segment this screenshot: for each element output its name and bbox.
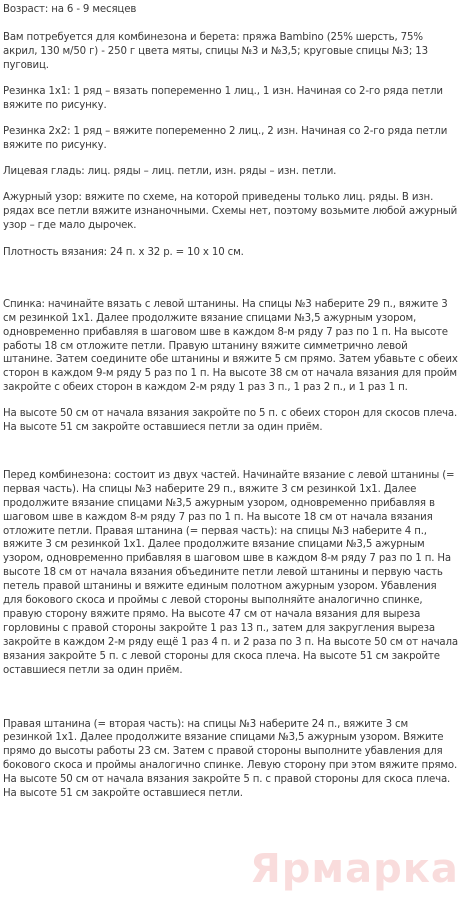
back-paragraph: Спинка: начинайте вязать с левой штанины. На спицы №3 наберите 29 п., вяжите 3 см резинкой 1x1. Далее продолжите вязание спицами №3,5 ажурным узором, одновременно прибавляя в шаговом шве в каждом 8-м ряду 7 раз по 1 п. На высоте работы 18 см отложите петли. Правую штанину вяжите симметрично левой штанине. Затем соедините обе штанины и вяжите 5 см прямо. Затем убавьте с обеих сторон в каждом 9-м ряду 5 раз по 1 п. На высоте 38 см от начала вязания для пройм закройте с обеих сторон в каждом 2-м ряду 1 раз 3 п., 1 раз 2 п., и 1 раз 1 п. [3,298,458,394]
stockinette-paragraph: Лицевая гладь: лиц. ряды – лиц. петли, изн. ряды – изн. петли. [3,166,337,178]
right-leg-paragraph: Правая штанина (= вторая часть): на спицы №3 наберите 24 п., вяжите 3 см резинкой 1x1. Далее продолжите вязание спицами №3,5 ажурным узором. Вяжите прямо до высоты работы 23 см. Затем с правой стороны выполните убавления для бокового скоса и проймы аналогично спинке. Левую сторону при этом вяжите прямо. На высоте 50 см от начала вязания закройте 5 п. с правой стороны для скоса плеча. На высоте 51 см закройте оставшиеся петли. [3,718,458,800]
watermark-logo: Ярмарка [250,846,459,892]
materials-paragraph: Вам потребуется для комбинезона и берета: пряжа Bambino (25% шерсть, 75% акрил, 130 м/50 г) - 250 г цвета мяты, спицы №3 и №3,5; круговые спицы №3; 13 пуговиц. [3,31,428,71]
rib-2x2-paragraph: Резинка 2x2: 1 ряд – вяжите попеременно 2 лиц., 2 изн. Начиная со 2-го ряда петли вяжите по рисунку. [3,126,448,152]
gauge-paragraph: Плотность вязания: 24 п. х 32 р. = 10 х 10 см. [3,246,244,258]
back-shoulders-paragraph: На высоте 50 см от начала вязания закройте по 5 п. с обеих сторон для скосов плеча. На высоте 51 см закройте оставшиеся петли за один приём. [3,408,458,434]
openwork-paragraph: Ажурный узор: вяжите по схеме, на которой приведены только лиц. ряды. В изн. рядах все петли вяжите изнаночными. Схемы нет, поэтому возьмите любой ажурный узор – где мало дырочек. [3,192,458,231]
front-paragraph: Перед комбинезона: состоит из двух частей. Начинайте вязание с левой штанины (= первая часть). На спицы №3 наберите 29 п., вяжите 3 см резинкой 1x1. Далее продолжите вязание спицами №3,5 ажурным узором, одновременно прибавляя в шаговом шве в каждом 8-м ряду 7 раз по 1 п. На высоте 18 см от начала вязания отложите петли. Правая штанина (= первая часть): на спицы №3 наберите 4 п., вяжите 3 см резинкой 1x1. Далее продолжите вязание спицами №3,5 ажурным узором, одновременно прибавляя в шаговом шве в каждом 8-м ряду 7 раз по 1 п. На высоте 18 см от начала вязания объедините петли левой штанины и первую часть петель правой штанины и вяжите единым полотном ажурным узором. Убавления для бокового скоса и проймы с левой стороны выполняйте аналогично спинке, правую сторону вяжите прямо. На высоте 47 см от начала вязания для выреза горловины с правой стороны закройте 1 раз 13 п., затем для закругления выреза закройте в каждом 2-м ряду ещё 1 раз 4 п. и 2 раза по 3 п. На высоте 50 см от начала вязания закройте 5 п. с левой стороны для скоса плеча. На высоте 51 см закройте оставшиеся петли за один приём. [3,469,458,676]
rib-1x1-paragraph: Резинка 1x1: 1 ряд – вязать попеременно 1 лиц., 1 изн. Начиная со 2-го ряда петли вяжите по рисунку. [3,85,443,111]
age-line: Возраст: на 6 - 9 месяцев [3,4,137,15]
document-body [3,3,458,801]
